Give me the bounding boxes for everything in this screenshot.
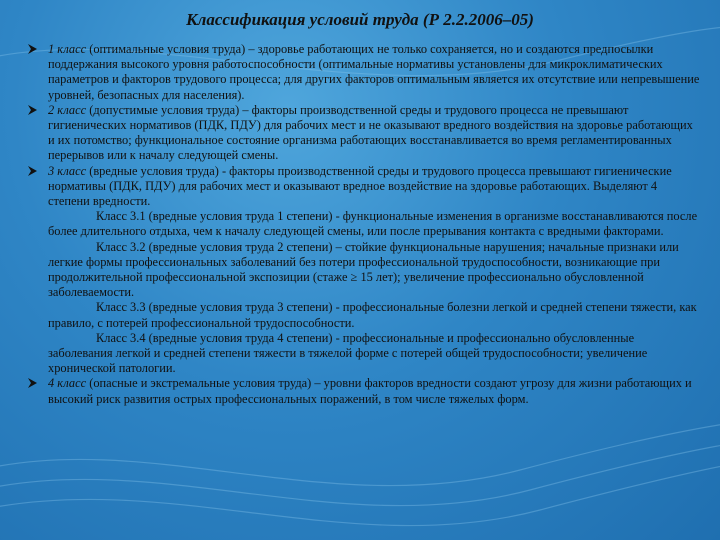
class-1-text: (оптимальные условия труда) – здоровье работающих не только сохраняется, но и создаются предпосылки поддержания высокого уровня работоспособности (оптимальные нормативы установлены для микроклиматических параметров и факторов трудового процесса; для других факторов оптимальным является их отсутствие или непревышение уровней, безопасных для населения).: [48, 42, 700, 102]
class-1-label: 1 класс: [48, 42, 87, 56]
subclass-3-4: Класс 3.4 (вредные условия труда 4 степени) - профессиональные и профессионально обусловленные заболевания легкой и средней степени тяжести в тяжелой форме с потерей общей трудоспособности; увеличение хронической патологии.: [48, 330, 648, 376]
arrowhead-bullet-icon: [26, 377, 38, 389]
arrowhead-bullet-icon: [26, 165, 38, 177]
slide-content: [48, 42, 700, 407]
list-item-class-4: [48, 376, 700, 406]
class-3-text: (вредные условия труда) - факторы производственной среды и трудового процесса превышают гигиенические нормативы (ПДК, ПДУ) для рабочих мест и оказывают вредное воздействие на здоровье работающих. Выделяют 4 степени вредности.: [48, 163, 672, 209]
arrowhead-bullet-icon: [26, 104, 38, 116]
subclass-3-2: Класс 3.2 (вредные условия труда 2 степени) – стойкие функциональные нарушения; начальные признаки или легкие формы профессиональных заболеваний без потери профессиональной трудоспособности, возникающие при продолжительной профессиональной экспозиции (стаже ≥ 15 лет); увеличение профессионально обусловленной заболеваемости.: [48, 239, 679, 300]
subclass-3-3: Класс 3.3 (вредные условия труда 3 степени) - профессиональные болезни легкой и средней степени тяжести, как правило, с потерей профессиональной трудоспособности.: [48, 300, 697, 330]
class-2-text: (допустимые условия труда) – факторы производственной среды и трудового процесса не превышают гигиенических нормативов (ПДК, ПДУ) для рабочих мест и не оказывают вредного воздействия на здоровье работающих и их потомство; функциональное состояние организма работающих восстанавливается во время регламентированных перерывов или к началу следующей смены.: [48, 102, 693, 163]
class-2-label: 2 класс: [48, 102, 87, 117]
slide-title: Классификация условий труда (Р 2.2.2006–05): [186, 10, 534, 29]
class-4-text: (опасные и экстремальные условия труда) – уровни факторов вредности создают угрозу для жизни работающих и высокий риск развития острых профессиональных поражений, в том числе тяжелых форм.: [48, 376, 692, 406]
subclass-3-1: Класс 3.1 (вредные условия труда 1 степени) - функциональные изменения в организме восстанавливаются после более длительного отдыха, чем к началу следующей смены, или после прерывания контакта с вредными факторами.: [48, 209, 698, 239]
arrowhead-bullet-icon: [26, 43, 38, 55]
class-3-label: 3 класс: [48, 163, 87, 178]
list-item-class-3: [48, 164, 700, 210]
list-item-class-2: [48, 103, 700, 164]
list-item-class-1: [48, 42, 700, 103]
class-4-label: 4 класс: [48, 376, 87, 391]
